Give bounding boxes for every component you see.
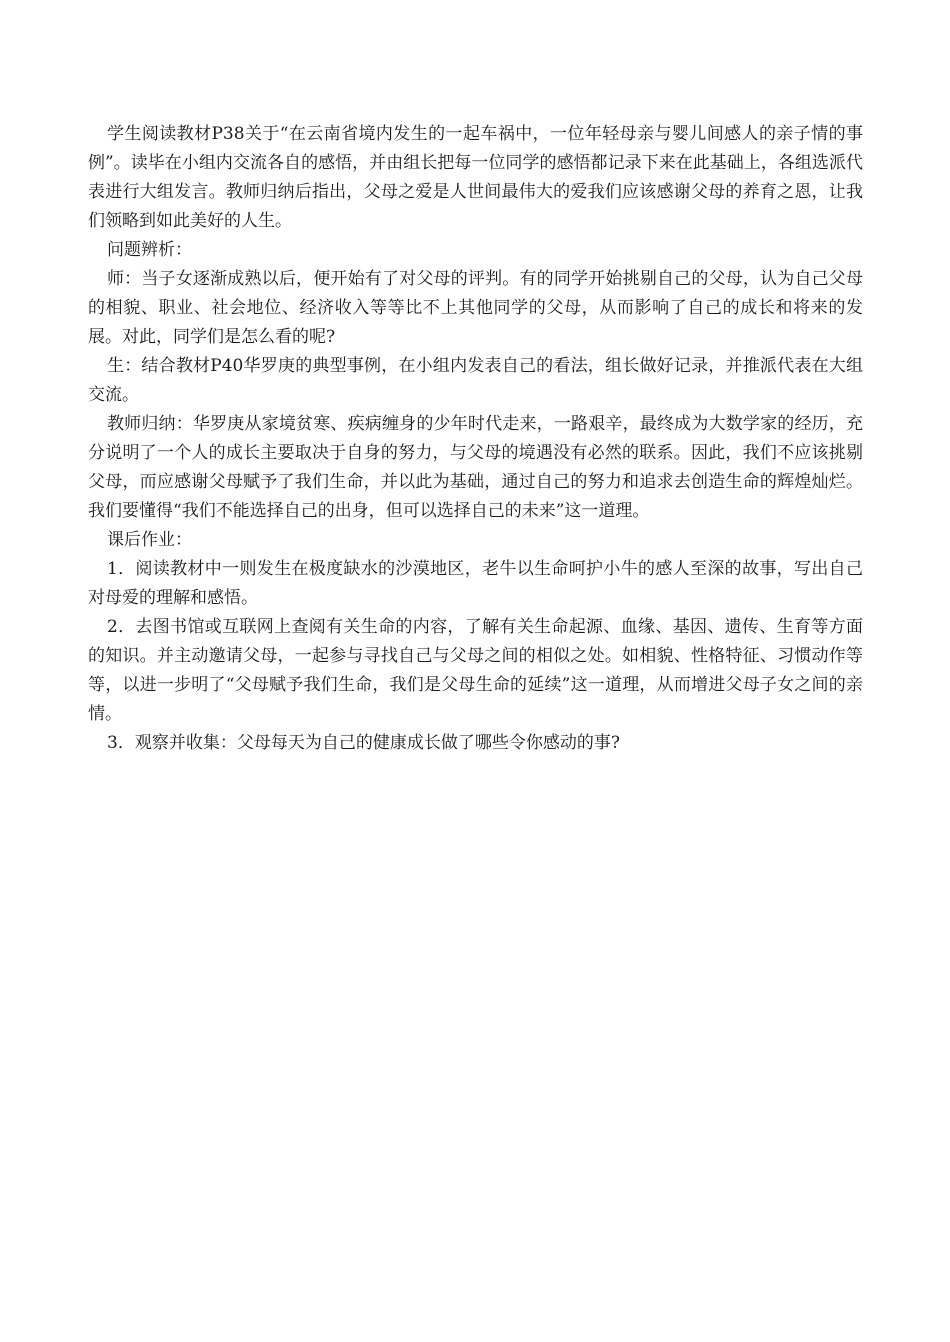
document-body — [88, 120, 863, 758]
paragraph-teacher-summary: 教师归纳：华罗庚从家境贫寒、疾病缠身的少年时代走来，一路艰辛，最终成为大数学家的经历，充分说明了一个人的成长主要取决于自身的努力，与父母的境遇没有必然的联系。因此，我们不应该挑剔父母，而应感谢父母赋予了我们生命，并以此为基础，通过自己的努力和追求去创造生命的辉煌灿烂。我们要懂得“我们不能选择自己的出身，但可以选择自己的未来”这一道理。 — [88, 414, 863, 521]
paragraph-teacher-question: 师：当子女逐渐成熟以后，便开始有了对父母的评判。有的同学开始挑剔自己的父母，认为自己父母的相貌、职业、社会地位、经济收入等等比不上其他同学的父母，从而影响了自己的成长和将来的发展。对此，同学们是怎么看的呢? — [88, 269, 863, 347]
paragraph-homework-item-2: 2．去图书馆或互联网上查阅有关生命的内容，了解有关生命起源、血缘、基因、遗传、生育等方面的知识。并主动邀请父母，一起参与寻找自己与父母之间的相似之处。如相貌、性格特征、习惯动作等等，以进一步明了“父母赋予我们生命，我们是父母生命的延续”这一道理，从而增进父母子女之间的亲情。 — [88, 617, 863, 724]
paragraph-student-activity: 生：结合教材P40华罗庚的典型事例，在小组内发表自己的看法，组长做好记录，并推派代表在大组交流。 — [88, 356, 863, 405]
paragraph-problem-analysis-heading: 问题辨析： — [107, 240, 192, 260]
paragraph-homework-item-1: 1．阅读教材中一则发生在极度缺水的沙漠地区，老牛以生命呵护小牛的感人至深的故事，写出自己对母爱的理解和感悟。 — [88, 559, 863, 608]
paragraph-homework-heading: 课后作业： — [107, 530, 192, 550]
paragraph-reading-activity: 学生阅读教材P38关于“在云南省境内发生的一起车祸中，一位年轻母亲与婴儿间感人的亲子情的事例”。读毕在小组内交流各自的感悟，并由组长把每一位同学的感悟都记录下来在此基础上，各组选派代表进行大组发言。教师归纳后指出，父母之爱是人世间最伟大的爱我们应该感谢父母的养育之恩，让我们领略到如此美好的人生。 — [88, 124, 863, 231]
paragraph-homework-item-3: 3．观察并收集：父母每天为自己的健康成长做了哪些令你感动的事? — [107, 733, 620, 753]
